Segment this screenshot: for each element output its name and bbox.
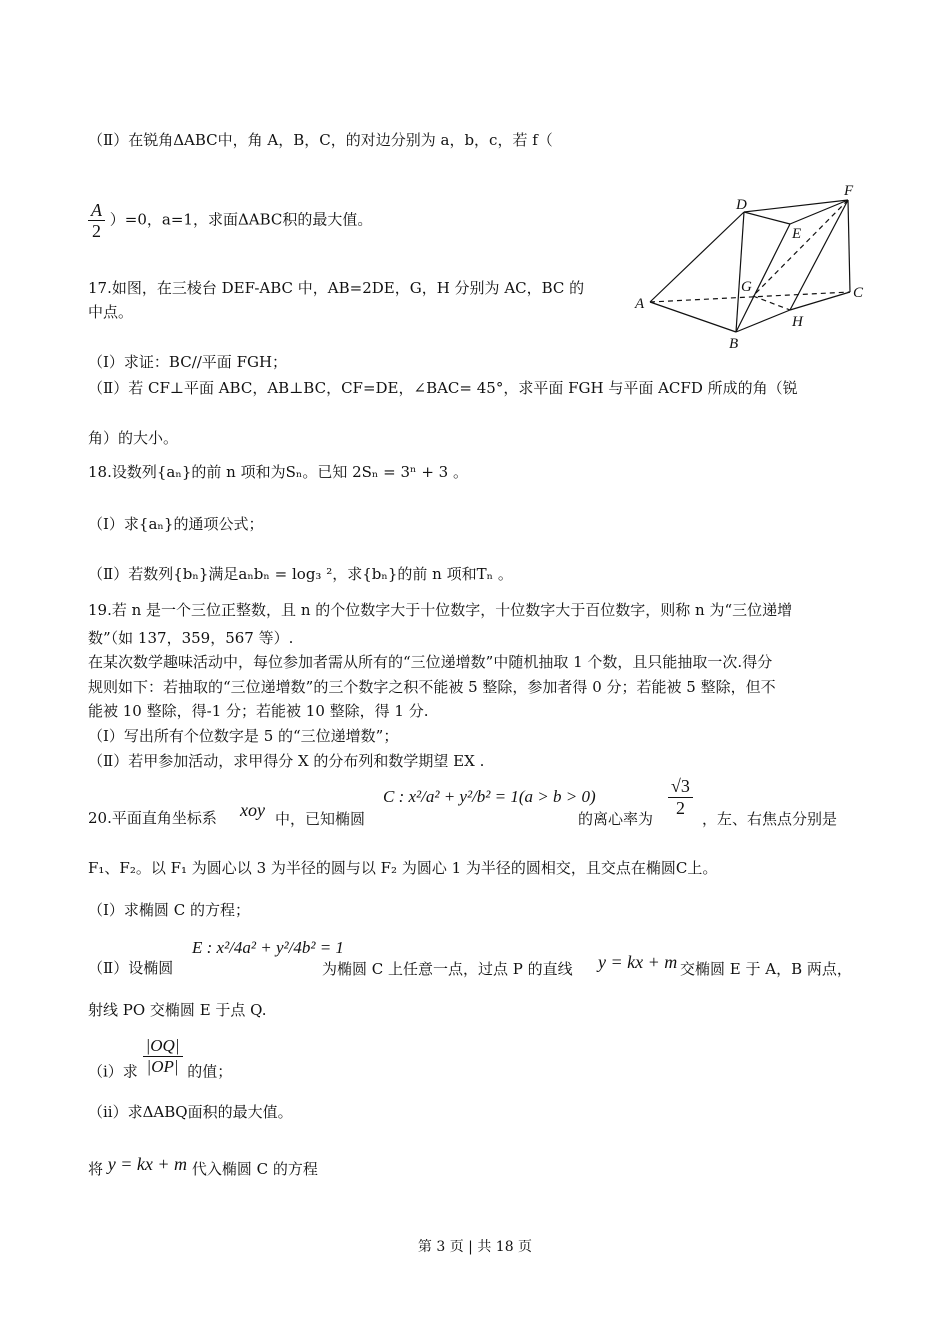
q19-part-i: （Ⅰ）写出所有个位数字是 5 的“三位递增数”； <box>88 727 399 745</box>
q20-part-ii-line: （Ⅱ）设椭圆 <box>88 959 174 977</box>
label-b: B <box>729 336 739 352</box>
q20-part-i: （Ⅰ）求椭圆 C 的方程； <box>88 901 250 919</box>
q19-part-ii: （Ⅱ）若甲参加活动，求甲得分 X 的分布列和数学期望 EX . <box>88 752 485 770</box>
label-g: G <box>741 279 752 295</box>
oq-over-op-fraction: $\frac{|OQ|}{|OP|}$ <box>143 1036 183 1077</box>
label-a: A <box>635 296 645 312</box>
label-h: H <box>792 314 803 330</box>
label-f: F <box>844 183 854 199</box>
q18-part-ii: （Ⅱ）若数列{bₙ}满足aₙbₙ = log₃ ²，求{bₙ}的前 n 项和Tₙ 。 <box>88 565 513 583</box>
q17-part-i: （Ⅰ）求证：BC//平面 FGH； <box>88 353 288 371</box>
ellipse-c-formula: C : x²/a² + y²/b² = 1(a > b > 0) <box>383 787 596 806</box>
line-1: （Ⅱ）在锐角ΔABC中，角 A，B，C，的对边分别为 a，b，c，若 f（ <box>88 131 553 149</box>
q17-part-ii-cont: 角）的大小。 <box>88 429 179 447</box>
line-2: $\frac{A}{2}$ ）=0，a=1，求面ΔABC积的最大值。 <box>88 200 372 241</box>
line-equation: y = kx + m <box>598 952 678 972</box>
q20-eccentricity-text: 的离心率为 <box>578 810 654 828</box>
q17-part-ii: （Ⅱ）若 CF⊥平面 ABC，AB⊥BC，CF=DE，∠BAC= 45°，求平面 FGH 与平面 ACFD 所成的角（锐 <box>88 379 798 397</box>
q20-sub-ii: （ii）求ΔABQ面积的最大值。 <box>88 1103 293 1121</box>
q19-line-e: 能被 10 整除，得-1 分；若能被 10 整除，得 1 分. <box>88 702 429 720</box>
q20-stem-line-2: F₁、F₂。以 F₁ 为圆心以 3 为半径的圆与以 F₂ 为圆心 1 为半径的圆相交，且交点在椭圆C上。 <box>88 859 718 877</box>
last-line: 将 y = kx + m 代入椭圆 C 的方程 <box>88 1154 318 1178</box>
eccentricity-fraction: $\frac{√3}{2}$ <box>668 776 693 819</box>
q20-part-ii-end: 交椭圆 E 于 A，B 两点， <box>680 960 852 978</box>
label-d: D <box>736 197 747 213</box>
q19-line-c: 在某次数学趣味活动中，每位参加者需从所有的“三位递增数”中随机抽取 1 个数，且只能抽取一次.得分 <box>88 653 773 671</box>
q20-foci-text: ，左、右焦点分别是 <box>702 810 838 828</box>
ellipse-e-formula: E : x²/4a² + y²/4b² = 1 <box>192 938 344 957</box>
q20-stem-line-1: 20.平面直角坐标系 <box>88 809 217 827</box>
q20-part-ii-mid: 为椭圆 C 上任意一点，过点 P 的直线 <box>322 960 573 978</box>
q20-part-ii-ray: 射线 PO 交椭圆 E 于点 Q. <box>88 1001 267 1019</box>
q20-stem-mid: 中，已知椭圆 <box>275 810 366 828</box>
label-e: E <box>792 226 802 242</box>
q17-line-a: 17.如图，在三棱台 DEF-ABC 中，AB=2DE，G，H 分别为 AC，BC 的 <box>88 279 585 297</box>
page-footer: 第 3 页 | 共 18 页 <box>417 1239 533 1255</box>
q20-xoy: xoy <box>240 800 265 820</box>
fraction-a-over-2: $\frac{A}{2}$ <box>88 200 105 241</box>
q20-sub-i: （i）求 $\frac{|OQ|}{|OP|}$ 的值； <box>88 1036 233 1081</box>
q19-line-a: 19.若 n 是一个三位正整数，且 n 的个位数字大于十位数字，十位数字大于百位数字，则称 n 为“三位递增 <box>88 601 793 619</box>
label-c: C <box>853 285 864 301</box>
q18-part-i: （Ⅰ）求{aₙ}的通项公式； <box>88 515 264 533</box>
q18-stem: 18.设数列{aₙ}的前 n 项和为Sₙ。已知 2Sₙ = 3ⁿ + 3 。 <box>88 463 468 481</box>
q19-line-d: 规则如下：若抽取的“三位递增数”的三个数字之积不能被 5 整除，参加者得 0 分；若能被 5 整除，但不 <box>88 678 776 696</box>
q19-line-b: 数”（如 137，359，567 等）. <box>88 629 294 647</box>
q17-line-b: 中点。 <box>88 303 134 321</box>
frustum-figure <box>632 182 872 352</box>
